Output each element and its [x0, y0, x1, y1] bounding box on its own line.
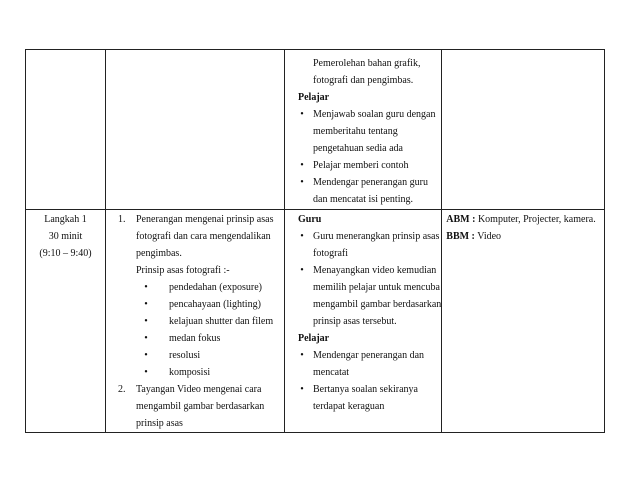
table-row	[26, 210, 605, 433]
list-item-continued: pengimbas.	[136, 248, 182, 259]
list-item: • Mendengar penerangan dan	[285, 347, 441, 364]
stage-cell	[26, 210, 106, 433]
resources-cell	[442, 50, 605, 210]
content-cell	[106, 210, 285, 433]
lesson-plan-table	[25, 49, 605, 433]
student-heading: Pelajar	[298, 92, 330, 103]
time-label: (9:10 – 9:40)	[39, 248, 92, 259]
principle-item: • kelajuan shutter dan filem	[106, 313, 284, 330]
list-item: • Menjawab soalan guru dengan	[285, 106, 441, 123]
list-item-continued: mengambil gambar berdasarkan	[136, 401, 265, 412]
list-item-continued: mengambil gambar berdasarkan	[313, 299, 442, 310]
bullet-icon: •	[144, 299, 148, 310]
list-item: • Bertanya soalan sekiranya	[285, 381, 441, 398]
bbm-line: BBM : Video	[446, 231, 502, 242]
list-item-continued: prinsip asas	[136, 418, 183, 429]
bullet-icon: •	[300, 160, 304, 171]
list-item-continued: memilih pelajar untuk mencuba	[313, 282, 440, 293]
principle-item: • komposisi	[106, 364, 284, 381]
principle-item: • resolusi	[106, 347, 284, 364]
student-heading: Pelajar	[298, 333, 330, 344]
principle-item: • pendedahan (exposure)	[106, 279, 284, 296]
list-item-continued: pengetahuan sedia ada	[313, 143, 403, 154]
list-item: 1. Penerangan mengenai prinsip asas	[118, 214, 274, 225]
principle-item: • medan fokus	[106, 330, 284, 347]
bullet-icon: •	[300, 350, 304, 361]
teacher-continued-line: Pemerolehan bahan grafik,	[313, 58, 421, 69]
list-item-continued: memberitahu tentang	[313, 126, 398, 137]
list-item-continued: fotografi dan cara mengendalikan	[136, 231, 271, 242]
list-item-continued: dan mencatat isi penting.	[313, 194, 413, 205]
bullet-icon: •	[300, 109, 304, 120]
activity-cell	[285, 210, 442, 433]
list-item: • Pelajar memberi contoh	[285, 157, 441, 174]
bullet-icon: •	[144, 367, 148, 378]
stage-cell	[26, 50, 106, 210]
list-item: • Mendengar penerangan guru	[285, 174, 441, 191]
teacher-heading: Guru	[298, 214, 322, 225]
teacher-continued-line: fotografi dan pengimbas.	[313, 75, 414, 86]
bullet-icon: •	[300, 384, 304, 395]
list-item: • Menayangkan video kemudian	[285, 262, 441, 279]
abm-line: ABM : Komputer, Projecter, kamera.	[446, 214, 596, 225]
bullet-icon: •	[144, 333, 148, 344]
bullet-icon: •	[300, 177, 304, 188]
list-item-continued: mencatat	[313, 367, 350, 378]
list-item: • Guru menerangkan prinsip asas	[285, 228, 441, 245]
bullet-icon: •	[144, 316, 148, 327]
table-row	[26, 50, 605, 210]
bullet-icon: •	[300, 265, 304, 276]
bullet-icon: •	[144, 282, 148, 293]
resources-cell	[442, 210, 605, 433]
list-item: 2. Tayangan Video mengenai cara	[118, 384, 262, 395]
activity-cell	[285, 50, 442, 210]
list-item-continued: fotografi	[313, 248, 348, 259]
bullet-icon: •	[300, 231, 304, 242]
duration-label: 30 minit	[48, 231, 83, 242]
list-item-continued: terdapat keraguan	[313, 401, 385, 412]
content-cell	[106, 50, 285, 210]
stage-label: Langkah 1	[44, 214, 87, 225]
principles-heading: Prinsip asas fotografi :-	[136, 265, 230, 276]
bullet-icon: •	[144, 350, 148, 361]
list-item-continued: prinsip asas tersebut.	[313, 316, 397, 327]
principle-item: • pencahayaan (lighting)	[106, 296, 284, 313]
